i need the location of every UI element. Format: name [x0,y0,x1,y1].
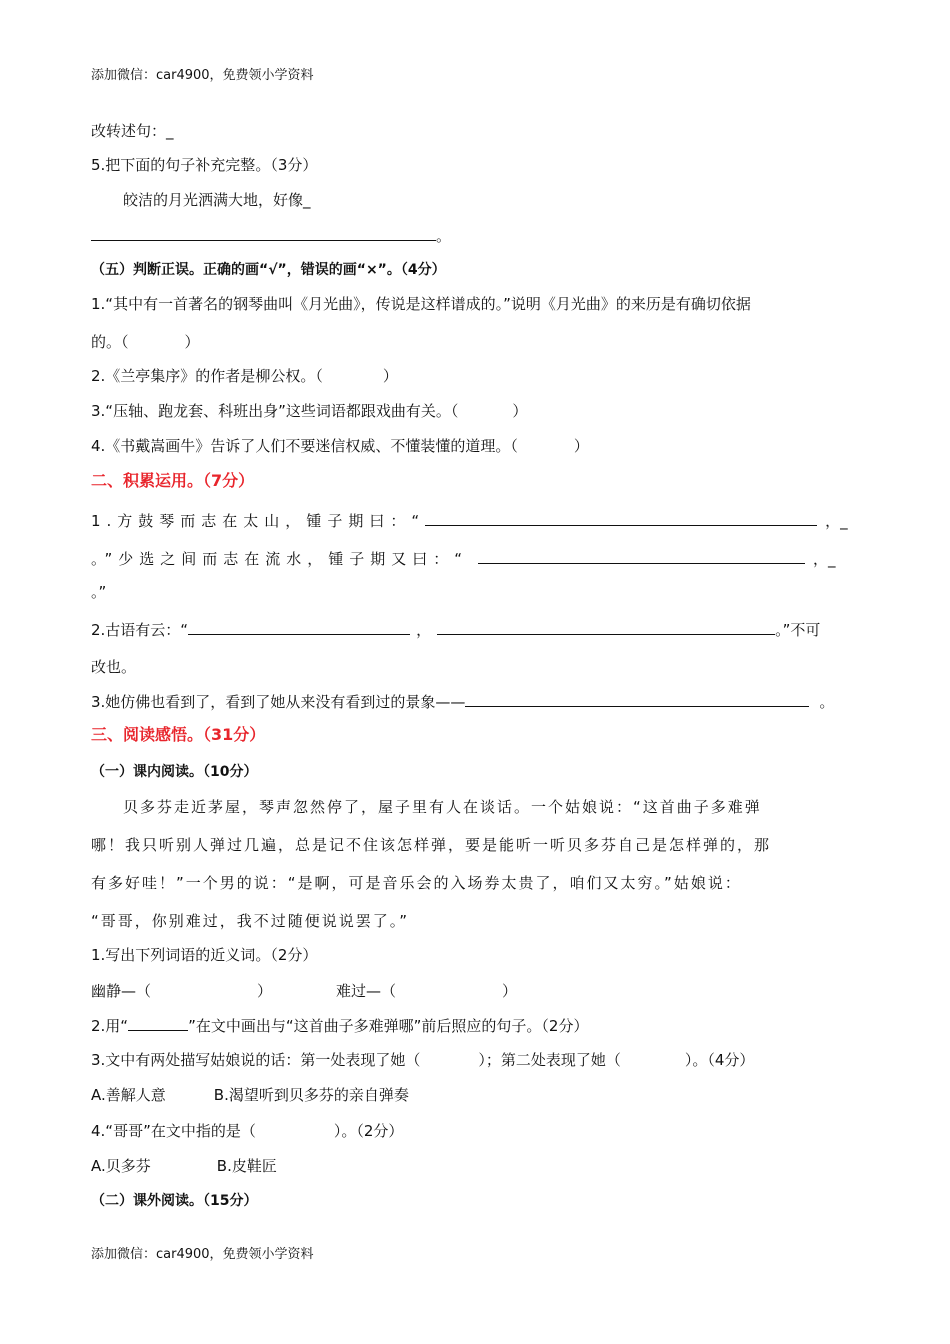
page-footer: 添加微信：car4900，免费领小学资料 [91,1247,314,1262]
accum-q2-line1: 2.古语有云：“ ， 。”不可 [91,621,821,639]
passage-line-2: 哪！我只听别人弹过几遍，总是记不住该怎样弹，要是能听一听贝多芬自己是怎样弹的，那 [91,836,772,854]
reading-q1: 1.写出下列词语的近义词。（2分） [91,946,318,964]
section-2-title: 二、积累运用。（7分） [91,471,255,490]
answer-blank[interactable] [91,225,436,241]
reading-1-title: （一）课内阅读。（10分） [91,764,258,780]
reading-q2: 2.用“ ”在文中画出与“这首曲子多难弹哪”前后照应的句子。（2分） [91,1017,589,1035]
answer-blank[interactable] [128,1015,188,1031]
reading-q3: 3.文中有两处描写姑娘说的话：第一处表现了她（ ）；第二处表现了她（ ）。（4分） [91,1051,755,1069]
answer-blank[interactable] [425,510,817,526]
judge-q1-line1: 1.“其中有一首著名的钢琴曲叫《月光曲》，传说是这样谱成的。”说明《月光曲》的来历是有确切依据 [91,295,751,313]
reading-q4-options: A.贝多芬 B.皮鞋匠 [91,1157,277,1175]
accum-q2-line2: 改也。 [91,658,137,676]
judge-q4: 4.《书戴嵩画牛》告诉了人们不要迷信权威、不懂装懂的道理。（ ） [91,437,589,455]
judge-q1-line2: 的。（ ） [91,333,200,351]
reading-q3-options: A.善解人意 B.渴望听到贝多芬的亲自弹奏 [91,1086,409,1104]
accum-q1-line1: 1.方鼓琴而志在太山，锺子期曰：“ ，_ [91,512,848,530]
answer-blank[interactable] [188,619,410,635]
reading-2-title: （二）课外阅读。（15分） [91,1193,258,1209]
accum-q3: 3.她仿佛也看到了，看到了她从来没有看到过的景象—— 。 [91,693,835,711]
answer-blank[interactable] [465,691,809,707]
rewrite-prompt: 改转述句：_ [91,122,174,140]
accum-q1-line3: 。” [91,583,107,601]
answer-blank[interactable] [437,619,775,635]
passage-line-3: 有多好哇！”一个男的说：“是啊，可是音乐会的入场券太贵了，咱们又太穷。”姑娘说： [91,874,742,892]
question-5-text: 皎洁的月光洒满大地，好像_ [123,191,311,209]
accum-q1-line2: 。”少选之间而志在流水，锺子期又曰：“ ，_ [91,550,836,568]
section-3-title: 三、阅读感悟。（31分） [91,725,266,744]
section-5-title: （五）判断正误。正确的画“√”，错误的画“×”。（4分） [91,262,446,278]
reading-q4: 4.“哥哥”在文中指的是（ ）。（2分） [91,1122,404,1140]
judge-q2: 2.《兰亭集序》的作者是柳公权。（ ） [91,367,398,385]
passage-line-1: 贝多芬走近茅屋，琴声忽然停了，屋子里有人在谈话。一个姑娘说：“这首曲子多难弹 [123,798,762,816]
page-header: 添加微信：car4900，免费领小学资料 [91,68,314,83]
answer-blank[interactable] [478,548,805,564]
question-5: 5.把下面的句子补充完整。（3分） [91,156,318,174]
question-5-blank-line: 。 [91,225,451,246]
reading-q1-items: 幽静—（ ） 难过—（ ） [91,982,518,1000]
passage-line-4: “哥哥，你别难过，我不过随便说说罢了。” [91,912,410,930]
judge-q3: 3.“压轴、跑龙套、科班出身”这些词语都跟戏曲有关。（ ） [91,402,528,420]
